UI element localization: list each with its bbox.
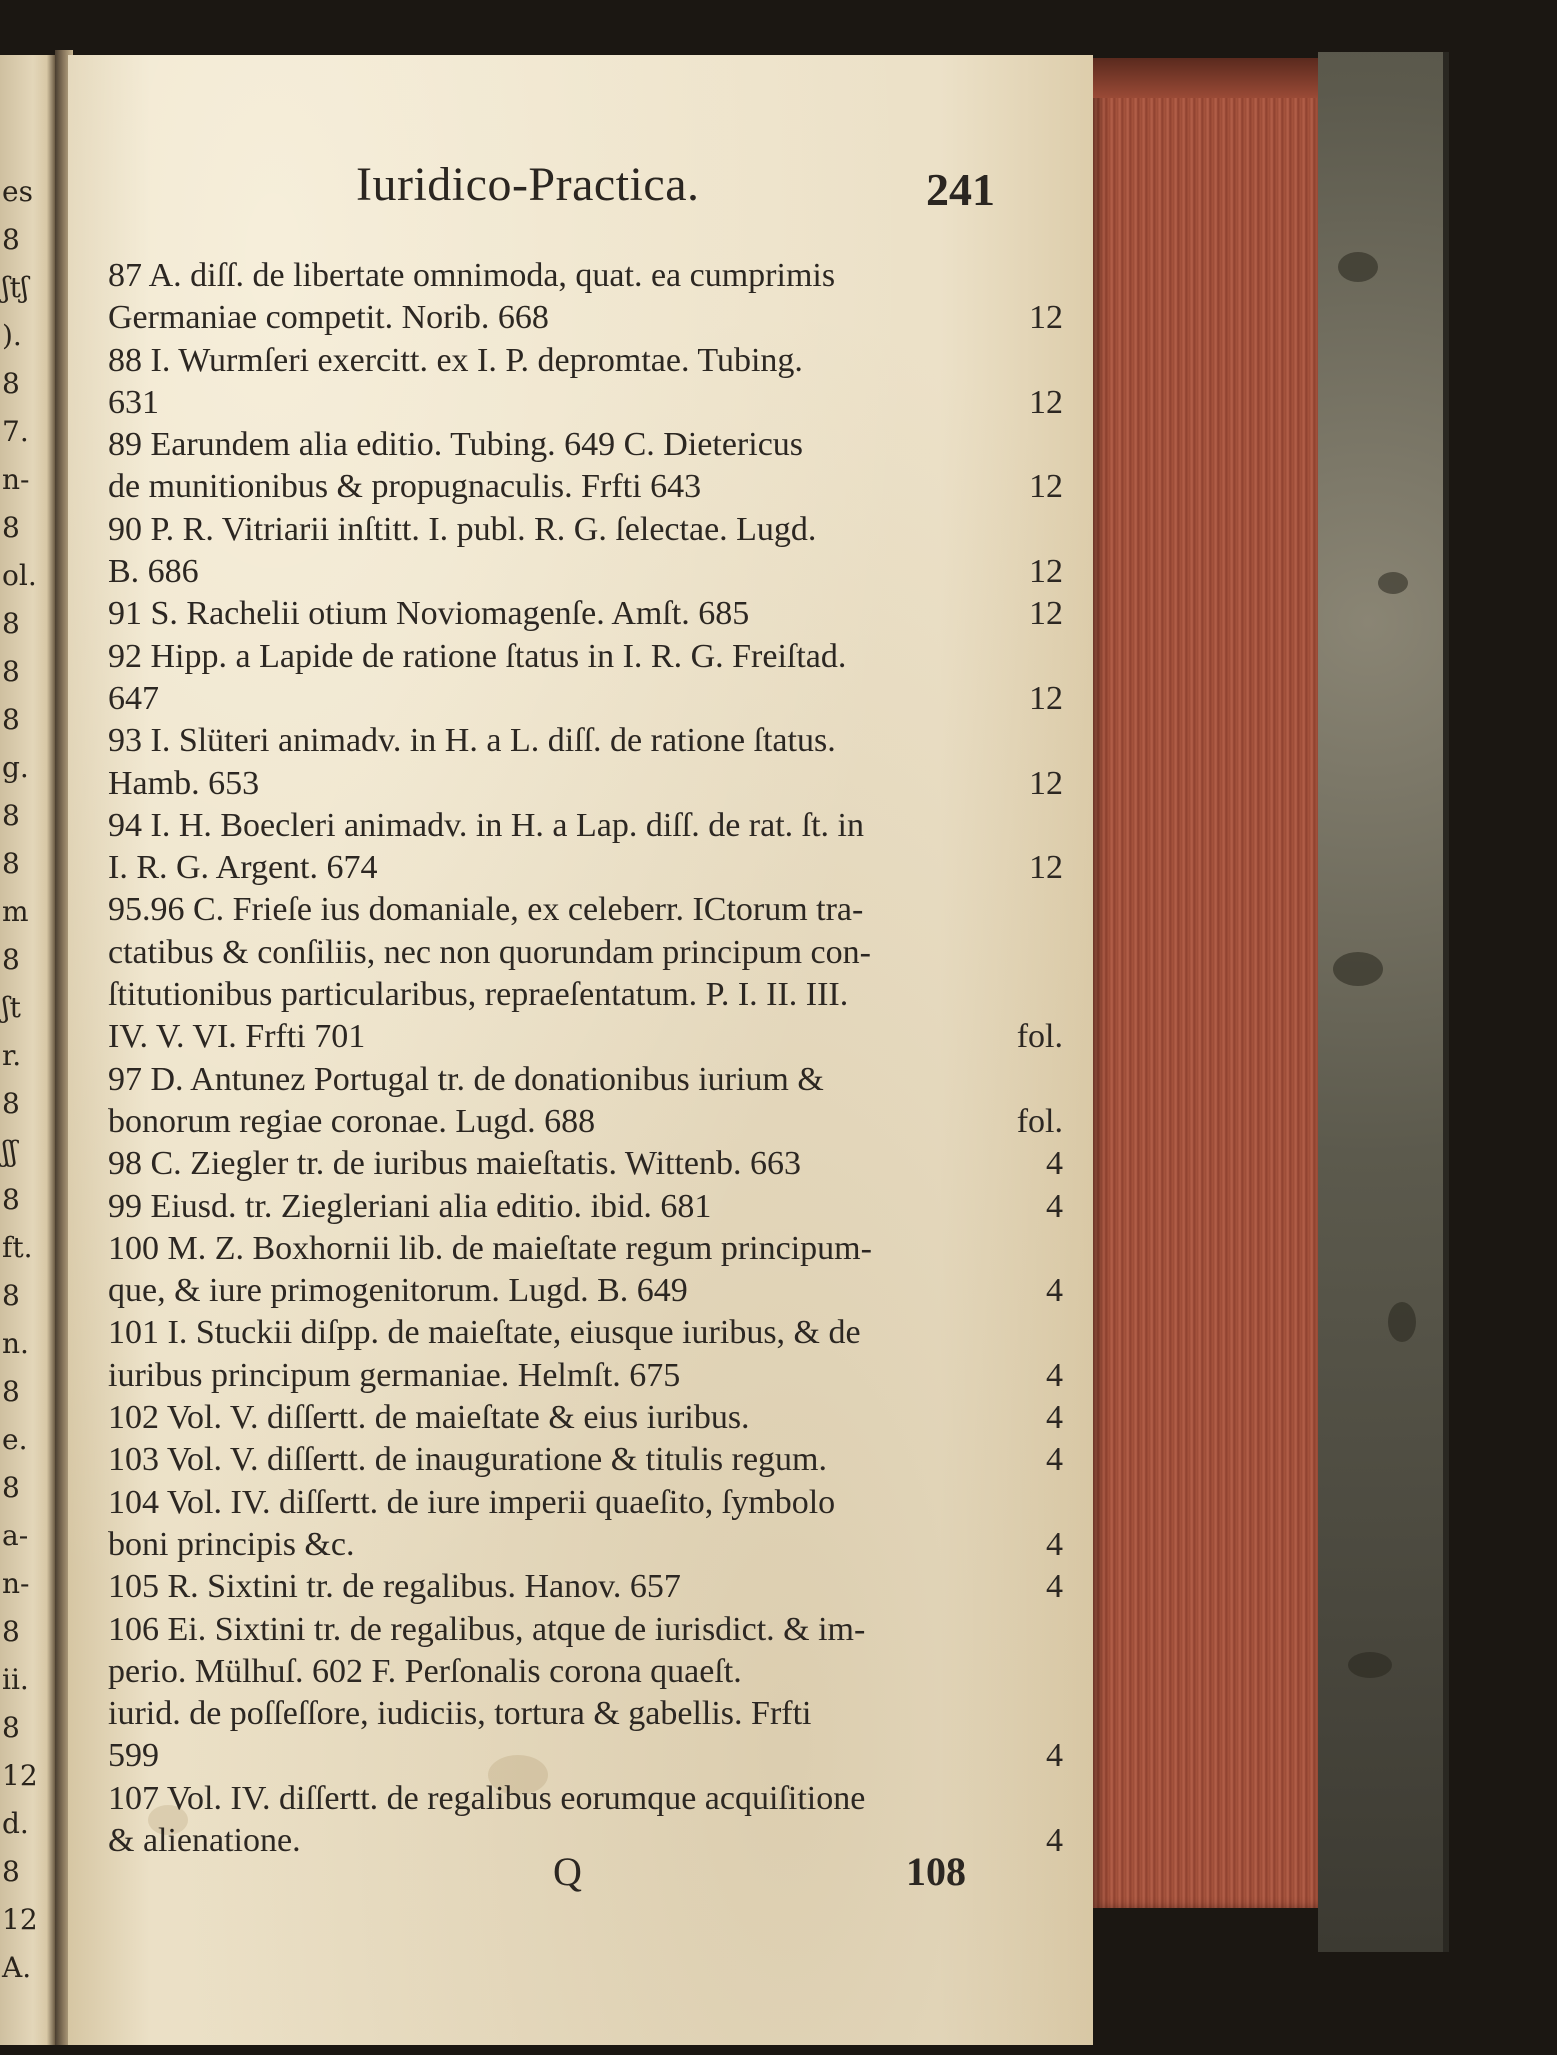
entry-text: 101 I. Stuckii diſpp. de maieſtate, eiusque iuribus, & de	[108, 1314, 861, 1352]
left-page-fragment: d.	[2, 1807, 29, 1840]
entry-text: 89 Earundem alia editio. Tubing. 649 C. Dietericus	[108, 426, 804, 464]
entry-line	[108, 509, 1063, 551]
entry-text: bonorum regiae coronae. Lugd. 688	[108, 1102, 596, 1140]
entry-line	[108, 1482, 1063, 1524]
catalogue-entry	[108, 593, 1063, 635]
page	[68, 55, 1093, 2045]
entry-line	[108, 805, 1063, 847]
entry-line	[108, 720, 1063, 762]
book-format: fol.	[1016, 1018, 1063, 1056]
left-page-fragment: 8	[2, 847, 20, 880]
catalogue-entry	[108, 720, 1063, 805]
entry-line	[108, 1609, 1063, 1651]
entry-text: 99 Eiusd. tr. Ziegleriani alia editio. ibid. 681	[108, 1187, 712, 1225]
entry-text: B. 686	[108, 553, 199, 591]
entry-text: 106 Ei. Sixtini tr. de regalibus, atque de iurisdict. & im-	[108, 1610, 866, 1648]
entry-text: perio. Mülhuſ. 602 F. Perſonalis corona quaeſt.	[108, 1652, 742, 1690]
entry-text: 100 M. Z. Boxhornii lib. de maieſtate regum principum-	[108, 1229, 872, 1267]
entry-line	[108, 1101, 1063, 1143]
left-page-fragment: A.	[2, 1951, 32, 1984]
left-page-fragment: 8	[2, 607, 20, 640]
left-page-fragment: es	[2, 175, 33, 208]
entry-text: 94 I. H. Boecleri animadv. in H. a Lap. diſſ. de rat. ſt. in	[108, 806, 864, 844]
left-page-fragment: 8	[2, 511, 20, 544]
catalogue-entry	[108, 636, 1063, 721]
left-page-fragment: ).	[2, 319, 22, 352]
book-format: 4	[1046, 1441, 1063, 1479]
left-page-fragment: e.	[2, 1423, 28, 1456]
entry-text: 90 P. R. Vitriarii inſtitt. I. publ. R. G. ſelectae. Lugd.	[108, 510, 817, 548]
entry-line	[108, 1143, 1063, 1185]
left-page-fragment: ʃt	[2, 991, 21, 1024]
catalogue-entry	[108, 805, 1063, 890]
entry-line	[108, 763, 1063, 805]
entry-line	[108, 593, 1063, 635]
entry-text: Germaniae competit. Norib. 668	[108, 299, 549, 337]
entry-text: 95.96 C. Frieſe ius domaniale, ex celeberr. ICtorum tra-	[108, 891, 864, 929]
entry-text: 93 I. Slüteri animadv. in H. a L. diſſ. de ratione ſtatus.	[108, 722, 836, 760]
catalogue-entry	[108, 1228, 1063, 1313]
book-format: 4	[1046, 1356, 1063, 1394]
entry-text: que, & iure primogenitorum. Lugd. B. 649	[108, 1272, 688, 1310]
entry-line	[108, 889, 1063, 931]
left-page-fragment: ʃʃ	[2, 1135, 18, 1168]
book-format: 12	[1029, 595, 1063, 633]
entry-text: 92 Hipp. a Lapide de ratione ſtatus in I. R. G. Freiſtad.	[108, 637, 847, 675]
entry-line	[108, 1355, 1063, 1397]
left-page-fragment: 8	[2, 1279, 20, 1312]
catalogue-entry	[108, 1482, 1063, 1567]
entry-line	[108, 1566, 1063, 1608]
catalogue-entry	[108, 424, 1063, 509]
entry-text: IV. V. VI. Frfti 701	[108, 1018, 366, 1056]
fore-edge-top	[1093, 58, 1318, 98]
book-format: 12	[1029, 383, 1063, 421]
entry-line	[108, 1693, 1063, 1735]
left-page-fragment: 8	[2, 1855, 20, 1888]
left-page-fragment: 12	[2, 1903, 38, 1936]
book-format: 12	[1029, 849, 1063, 887]
catalogue-entry	[108, 255, 1063, 340]
entry-text: & alienatione.	[108, 1821, 301, 1859]
left-page-fragment: n-	[2, 463, 30, 496]
entry-text: 599	[108, 1737, 159, 1775]
entry-text: ſtitutionibus particularibus, repraeſentatum. P. I. II. III.	[108, 976, 849, 1014]
entry-line	[108, 1059, 1063, 1101]
catalogue-entry	[108, 1059, 1063, 1144]
left-page-fragment: ʃtʃ	[2, 271, 29, 304]
entry-line	[108, 932, 1063, 974]
entry-line	[108, 297, 1063, 339]
catalogue-entry	[108, 1609, 1063, 1778]
left-page-fragment: 8	[2, 1711, 20, 1744]
page-header	[68, 155, 1093, 215]
running-title: Iuridico-Practica.	[356, 158, 700, 211]
entry-text: 102 Vol. V. diſſertt. de maieſtate & eius iuribus.	[108, 1399, 750, 1437]
entry-line	[108, 1778, 1063, 1820]
entry-text: Hamb. 653	[108, 764, 260, 802]
book-format: 4	[1046, 1821, 1063, 1859]
entry-text: 98 C. Ziegler tr. de iuribus maieſtatis. Wittenb. 663	[108, 1145, 801, 1183]
left-page-fragment: 8	[2, 1087, 20, 1120]
entry-line	[108, 1524, 1063, 1566]
entry-text: 107 Vol. IV. diſſertt. de regalibus eorumque acquiſitione	[108, 1779, 866, 1817]
entry-line	[108, 974, 1063, 1016]
entry-text: 631	[108, 383, 159, 421]
book-cover	[1318, 52, 1449, 1952]
left-page-fragment: 7.	[2, 415, 29, 448]
entry-line	[108, 1439, 1063, 1481]
book-format: 4	[1046, 1737, 1063, 1775]
catalogue-entries	[108, 255, 1063, 1862]
left-page-fragment: r.	[2, 1039, 22, 1072]
catalogue-entry	[108, 1312, 1063, 1397]
left-page-fragment: 8	[2, 1183, 20, 1216]
book-format: 4	[1046, 1145, 1063, 1183]
left-page-fragment: 8	[2, 655, 20, 688]
entry-line	[108, 424, 1063, 466]
book-format: 12	[1029, 468, 1063, 506]
entry-text: 87 A. diſſ. de libertate omnimoda, quat. ea cumprimis	[108, 257, 836, 294]
left-page-fragment: 8	[2, 1471, 20, 1504]
page-footer	[68, 1848, 1093, 1908]
catalogue-entry	[108, 1143, 1063, 1185]
entry-line	[108, 1016, 1063, 1058]
left-page-fragment: n.	[2, 1327, 29, 1360]
entry-text: 91 S. Rachelii otium Noviomagenſe. Amſt. 685	[108, 595, 750, 633]
entry-text: 97 D. Antunez Portugal tr. de donationibus iurium &	[108, 1060, 824, 1098]
catalogue-entry	[108, 1397, 1063, 1439]
book-format: 12	[1029, 553, 1063, 591]
entry-line	[108, 1270, 1063, 1312]
catalogue-entry	[108, 1439, 1063, 1481]
entry-text: 88 I. Wurmſeri exercitt. ex I. P. depromtae. Tubing.	[108, 341, 803, 379]
entry-text: ctatibus & conſiliis, nec non quorundam principum con-	[108, 933, 871, 971]
book-format: 4	[1046, 1187, 1063, 1225]
book-format: 4	[1046, 1525, 1063, 1563]
left-page-fragment: 12	[2, 1759, 38, 1792]
entry-line	[108, 1228, 1063, 1270]
catalogue-entry	[108, 1566, 1063, 1608]
entry-line	[108, 1397, 1063, 1439]
entry-line	[108, 847, 1063, 889]
entry-line	[108, 1651, 1063, 1693]
book-format: 12	[1029, 299, 1063, 337]
left-page-fragment: g.	[2, 751, 29, 784]
left-page-fragment: 8	[2, 799, 20, 832]
entry-line	[108, 255, 1063, 297]
book-format: 4	[1046, 1272, 1063, 1310]
entry-text: 104 Vol. IV. diſſertt. de iure imperii quaeſito, ſymbolo	[108, 1483, 836, 1521]
entry-text: 103 Vol. V. diſſertt. de inauguratione & titulis regum.	[108, 1441, 827, 1479]
catchword: 108	[906, 1849, 966, 1894]
signature-mark: Q	[553, 1849, 582, 1894]
catalogue-entry	[108, 889, 1063, 1058]
left-page-fragment: 8	[2, 223, 20, 256]
left-page-fragment: 8	[2, 367, 20, 400]
book-format: 12	[1029, 679, 1063, 717]
catalogue-entry	[108, 509, 1063, 594]
entry-text: 105 R. Sixtini tr. de regalibus. Hanov. 657	[108, 1568, 681, 1606]
left-page-fragment: ol.	[2, 559, 37, 592]
left-page-fragment: ft.	[2, 1231, 33, 1264]
book-format: fol.	[1016, 1102, 1063, 1140]
book-format: 12	[1029, 764, 1063, 802]
entry-text: iuribus principum germaniae. Helmſt. 675	[108, 1356, 681, 1394]
entry-line	[108, 678, 1063, 720]
left-page-fragment: a-	[2, 1519, 29, 1552]
fore-edge	[1093, 58, 1318, 1908]
entry-line	[108, 382, 1063, 424]
entry-line	[108, 1735, 1063, 1777]
entry-line	[108, 551, 1063, 593]
entry-line	[108, 1312, 1063, 1354]
entry-line	[108, 340, 1063, 382]
page-number: 241	[926, 164, 995, 215]
entry-text: de munitionibus & propugnaculis. Frfti 643	[108, 468, 702, 506]
entry-text: I. R. G. Argent. 674	[108, 849, 378, 887]
entry-text: boni principis &c.	[108, 1525, 355, 1563]
entry-text: iurid. de poſſeſſore, iudiciis, tortura & gabellis. Frfti	[108, 1695, 812, 1733]
entry-line	[108, 636, 1063, 678]
book-format: 4	[1046, 1568, 1063, 1606]
left-page-fragment: 8	[2, 943, 20, 976]
left-page-fragment: n-	[2, 1567, 30, 1600]
left-page-fragment: 8	[2, 1375, 20, 1408]
left-page-edge	[0, 55, 55, 2045]
entry-text: 647	[108, 679, 159, 717]
catalogue-entry	[108, 1186, 1063, 1228]
book-format: 4	[1046, 1399, 1063, 1437]
left-page-fragment: 8	[2, 703, 20, 736]
left-page-fragment: 8	[2, 1615, 20, 1648]
left-page-fragment: m	[2, 895, 29, 928]
entry-line	[108, 1186, 1063, 1228]
left-page-fragment: ii.	[2, 1663, 29, 1696]
catalogue-entry	[108, 340, 1063, 425]
entry-line	[108, 466, 1063, 508]
